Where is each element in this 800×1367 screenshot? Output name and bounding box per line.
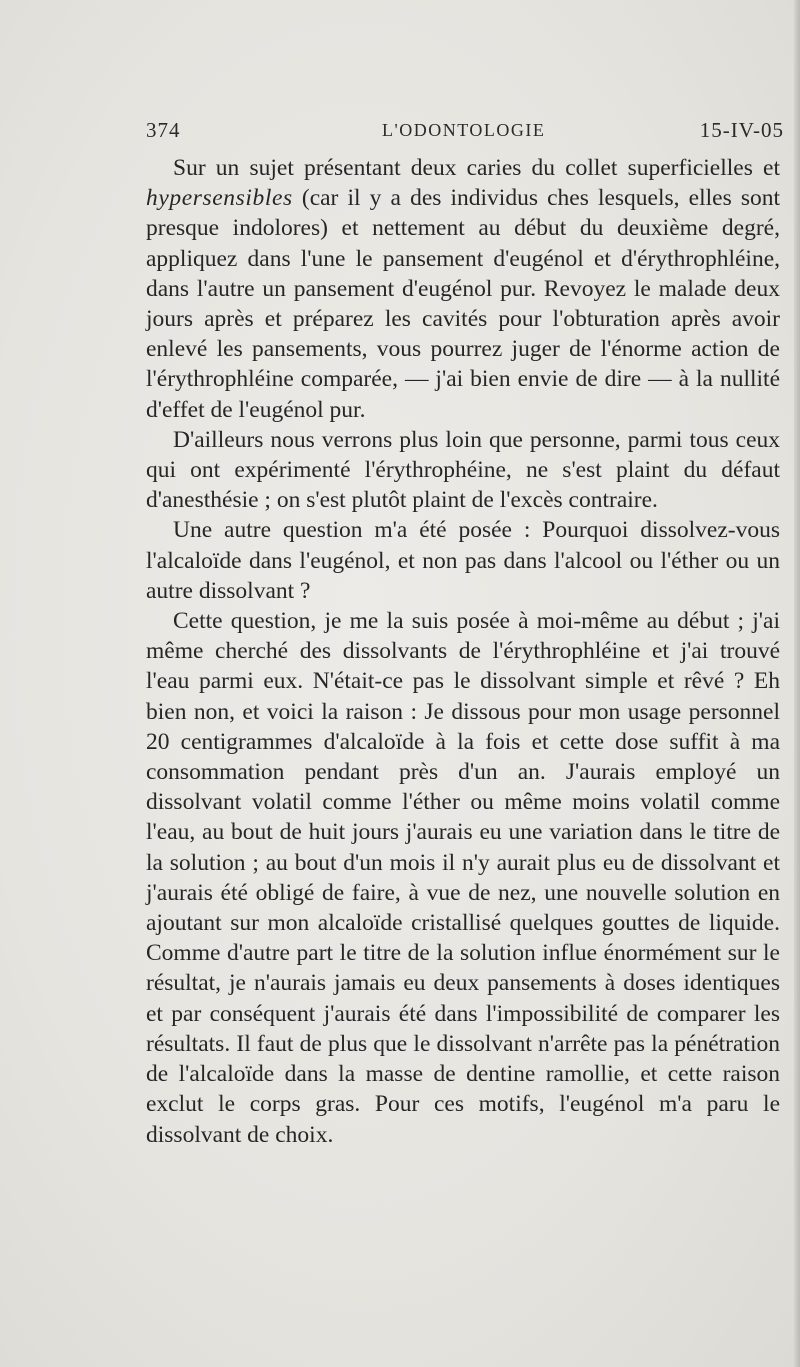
- page-header: [146, 118, 784, 148]
- paragraph-1-after: (car il y a des individus ches lesquels, elles sont presque indolores) et nettement au début du deuxième degré, appliquez dans l'une le pansement d'eugénol et d'érythrophléine, dans l'autre un pansement d'eugénol pur. Revoyez le malade deux jours après et préparez les cavités pour l'obturation après avoir enlevé les pansements, vous pourrez juger de l'énorme action de l'érythrophléine comparée, — j'ai bien envie de dire — à la nullité d'effet de l'eugénol pur.: [146, 185, 780, 423]
- page-number: 374: [146, 118, 181, 142]
- running-title: L'ODONTOLOGIE: [382, 120, 546, 140]
- paragraph-3: Une autre question m'a été posée : Pourquoi dissolvez-vous l'alcaloïde dans l'eugénol, et non pas dans l'alcool ou l'éther ou un autre dissolvant ?: [146, 517, 780, 604]
- paragraph-2: D'ailleurs nous verrons plus loin que personne, parmi tous ceux qui ont expérimenté l'érythrophéine, ne s'est plaint du défaut d'anesthésie ; on s'est plutôt plaint de l'excès contraire.: [146, 426, 780, 514]
- body-text: [146, 153, 780, 1150]
- page-edge: [794, 0, 800, 1367]
- issue-date: 15-IV-05: [699, 118, 784, 142]
- paragraph-1: [146, 153, 780, 425]
- paragraph-4: Cette question, je me la suis posée à moi-même au début ; j'ai même cherché des dissolvants de l'érythrophléine et j'ai trouvé l'eau parmi eux. N'était-ce pas le dissolvant simple et rêvé ? Eh bien non, et voici la raison : Je dissous pour mon usage personnel 20 centigrammes d'alcaloïde à la fois et cette dose suffit à ma consommation pendant près d'un an. J'aurais employé un dissolvant volatil comme l'éther ou même moins volatil comme l'eau, au bout de huit jours j'aurais eu une variation dans le titre de la solution ; au bout d'un mois il n'y aurait plus eu de dissolvant et j'aurais été obligé de faire, à vue de nez, une nouvelle solution en ajoutant sur mon alcaloïde cristallisé quelques gouttes de liquide. Comme d'autre part le titre de la solution influe énormément sur le résultat, je n'aurais jamais eu deux pansements à doses identiques et par conséquent j'aurais été dans l'impossibilité de comparer les résultats. Il faut de plus que le dissolvant n'arrête pas la pénétration de l'alcaloïde dans la masse de dentine ramollie, et cette raison exclut le corps gras. Pour ces motifs, l'eugénol m'a paru le dissolvant de choix.: [146, 608, 780, 1148]
- paragraph-1-emphasis: hypersensibles: [146, 185, 293, 212]
- paragraph-1-before: Sur un sujet présentant deux caries du collet superficielles et: [173, 155, 780, 181]
